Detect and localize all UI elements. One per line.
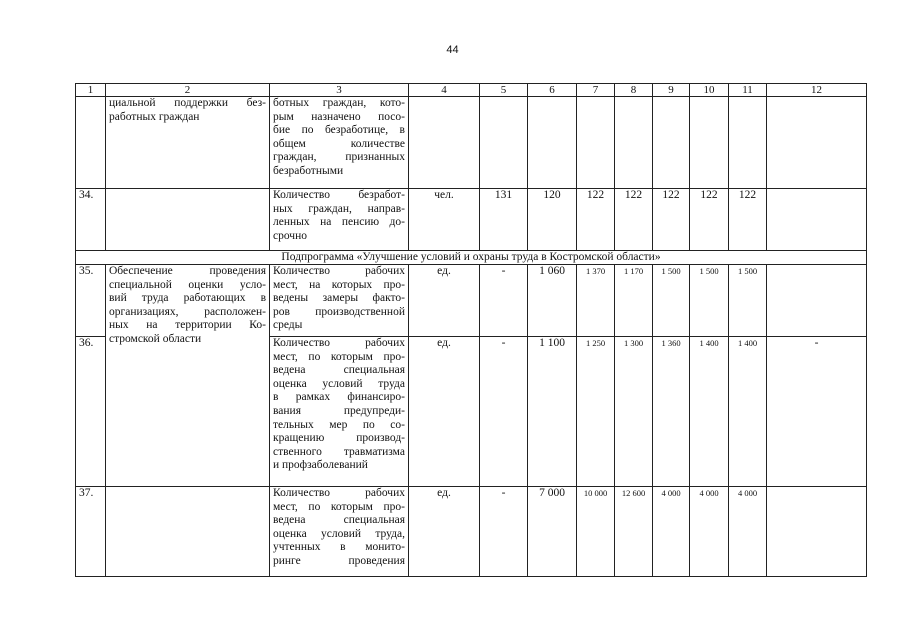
cell-line: срочно [273,229,307,242]
event-cell [106,265,270,487]
table-row [76,265,867,337]
cell-line: ров производственной [273,305,405,318]
cell-line: вания предупреди- [273,404,405,417]
header-cell: 11 [729,84,767,97]
value-cell: 1 500 [653,265,690,337]
header-cell: 6 [528,84,577,97]
value-cell: 1 400 [690,337,729,487]
row-number: 37. [76,487,106,577]
unit-cell: чел. [409,189,480,251]
value-cell: 4 000 [653,487,690,577]
cell-line: ведены замеры факто- [273,292,405,305]
cell-line: в рамках финансиро- [273,391,405,404]
indicators-table [75,83,867,577]
value-cell: 120 [528,189,577,251]
indicator-cell [270,487,409,577]
value-cell: 1 370 [577,265,615,337]
cell-line: стромской области [109,332,202,345]
value-cell: 12 600 [615,487,653,577]
value-cell: 122 [577,189,615,251]
header-cell: 3 [270,84,409,97]
cell-line: специальной оценки усло- [109,278,266,291]
cell-line: Количество рабочих [273,337,405,349]
value-cell: 4 000 [729,487,767,577]
cell-line: общем количестве [273,137,405,150]
table-row [76,189,867,251]
unit-cell: ед. [409,337,480,487]
value-cell: 1 250 [577,337,615,487]
cell-line: Количество рабочих [273,265,405,277]
indicator-cell [270,265,409,337]
value-cell: 1 300 [615,337,653,487]
cell-line: учтенных в монито- [273,541,405,554]
header-cell: 4 [409,84,480,97]
cell-line: ственного травматизма [273,445,405,458]
row-number: 36. [76,337,106,487]
indicator-cell [270,337,409,487]
indicator-cell [270,97,409,189]
event-cell [106,97,270,189]
header-cell: 5 [480,84,528,97]
row-number [76,97,106,189]
header-cell: 2 [106,84,270,97]
header-cell: 10 [690,84,729,97]
cell-line: тельных мер по со- [273,418,405,431]
cell-line: ных граждан, направ- [273,202,405,215]
value-cell: 122 [729,189,767,251]
header-cell: 8 [615,84,653,97]
value-cell: - [480,337,528,487]
cell-line: ботных граждан, кото- [273,97,405,109]
value-cell: 1 170 [615,265,653,337]
cell-line: бие по безработице, в [273,124,405,137]
cell-line: мест, по которым про- [273,500,405,513]
value-cell: 1 400 [729,337,767,487]
cell-line: ленных на пенсию до- [273,216,405,229]
indicator-cell [270,189,409,251]
value-cell: 122 [615,189,653,251]
cell-line: мест, на которых про- [273,278,405,291]
cell-line: Количество безработ- [273,189,405,201]
cell-line: рым назначено посо- [273,110,405,123]
row-number: 35. [76,265,106,337]
unit-cell: ед. [409,487,480,577]
table-row [76,97,867,189]
subprogram-row [76,251,867,265]
value-cell: 1 060 [528,265,577,337]
value-cell: 1 100 [528,337,577,487]
cell-line: ведена специальная [273,364,405,377]
value-cell: 10 000 [577,487,615,577]
cell-line: циальной поддержки без- [109,97,266,109]
cell-line: кращению производ- [273,432,405,445]
header-cell: 1 [76,84,106,97]
cell-line: среды [273,319,303,332]
value-cell: 7 000 [528,487,577,577]
cell-line: Количество рабочих [273,487,405,499]
cell-line: мест, по которым про- [273,350,405,363]
cell-line: ных на территории Ко- [109,319,266,332]
cell-line: вий труда работающих в [109,292,266,305]
value-cell: 1 500 [690,265,729,337]
unit-cell: ед. [409,265,480,337]
row-number: 34. [76,189,106,251]
note-cell: - [767,337,867,487]
header-row [76,84,867,97]
page-number: 44 [446,44,459,56]
value-cell: 131 [480,189,528,251]
cell-line: ведена специальная [273,514,405,527]
value-cell: 122 [690,189,729,251]
cell-line: ринге проведения [273,554,405,567]
value-cell: 1 500 [729,265,767,337]
value-cell: 4 000 [690,487,729,577]
table-row [76,487,867,577]
value-cell: 1 360 [653,337,690,487]
cell-line: оценка условий труда [273,377,405,390]
cell-line: работных граждан [109,110,200,123]
subprogram-title: Подпрограмма «Улучшение условий и охраны труда в Костромской области» [76,251,867,265]
cell-line: и профзаболеваний [273,459,368,472]
header-cell: 12 [767,84,867,97]
cell-line: организациях, расположен- [109,305,266,318]
cell-line: оценка условий труда, [273,527,405,540]
cell-line: безработными [273,164,344,177]
header-cell: 7 [577,84,615,97]
value-cell: 122 [653,189,690,251]
cell-line: граждан, признанных [273,151,405,164]
cell-line: Обеспечение проведения [109,265,266,277]
value-cell: - [480,265,528,337]
header-cell: 9 [653,84,690,97]
value-cell: - [480,487,528,577]
